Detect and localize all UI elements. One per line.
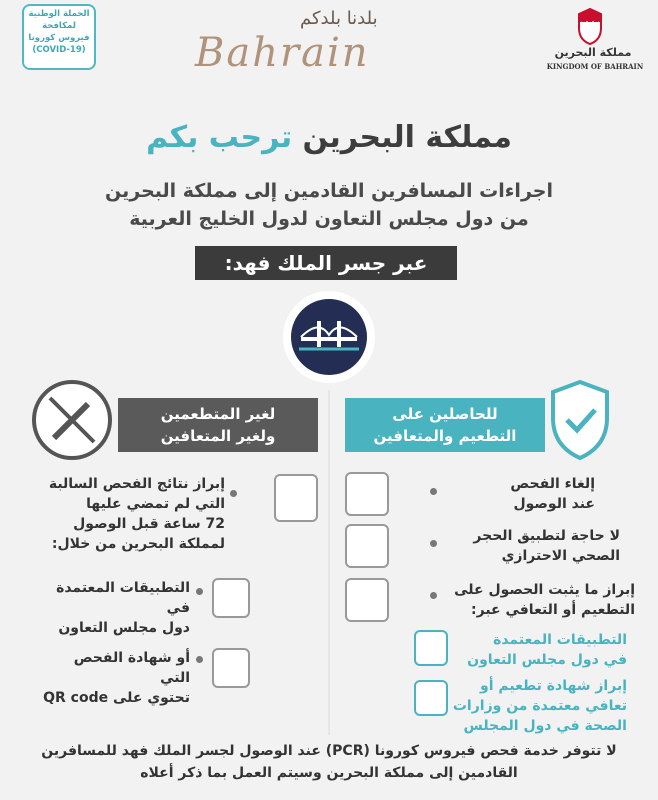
covid-campaign-badge xyxy=(22,4,96,70)
item-line: دول مجلس التعاون xyxy=(58,620,190,636)
item-line: التطعيم أو التعافي عبر: xyxy=(471,602,635,618)
vaccinated-teal-item xyxy=(452,676,627,736)
item-line: إلغاء الفحص xyxy=(510,476,595,492)
bullet-dot xyxy=(230,490,237,497)
subtitle-line2: من دول مجلس التعاون لدول الخليج العربية xyxy=(129,208,529,230)
certificate-icon xyxy=(414,680,448,716)
id-card-icon xyxy=(345,578,389,622)
bullet-dot xyxy=(196,588,203,595)
no-vaccine-icon xyxy=(30,378,114,462)
slogan: بلدنا بلدكم xyxy=(300,8,378,29)
bahrain-crest-icon xyxy=(575,6,605,46)
unvaccinated-item xyxy=(40,578,190,638)
item-line: تحتوي على QR code xyxy=(43,690,190,706)
vaccinated-item xyxy=(445,526,620,566)
test-report-icon xyxy=(274,474,318,522)
item-line: التي لم تمضي عليها xyxy=(86,496,225,512)
vaccinated-item xyxy=(445,474,595,514)
no-quarantine-icon xyxy=(345,524,389,568)
title-part2: ترحب بكم xyxy=(146,120,293,155)
cancel-test-icon xyxy=(345,472,389,516)
item-line: في دول مجلس التعاون xyxy=(467,652,627,668)
route-banner: عبر جسر الملك فهد: xyxy=(195,246,457,280)
bullet-dot xyxy=(430,540,437,547)
item-line: لا حاجة لتطبيق الحجر xyxy=(473,528,620,544)
subtitle-line1: اجراءات المسافرين القادمين إلى مملكة البحرين xyxy=(105,180,553,202)
bridge-icon xyxy=(299,315,359,355)
vaccinated-header-line: للحاصلين على xyxy=(392,405,498,423)
footer-note xyxy=(0,740,658,784)
item-line: إبراز نتائج الفحص السالبة xyxy=(48,476,225,492)
item-line: إبراز شهادة تطعيم أو xyxy=(480,678,627,694)
item-line: التطبيقات المعتمدة في xyxy=(56,580,190,616)
badge-line: الحملة الوطنية xyxy=(28,9,90,19)
vaccinated-teal-item xyxy=(452,630,627,670)
qr-certificate-icon xyxy=(212,648,250,688)
kingdom-name-en: KINGDOM OF BAHRAIN xyxy=(546,62,644,71)
item-line: التطبيقات المعتمدة xyxy=(493,632,627,648)
item-line: إبراز ما يثبت الحصول على xyxy=(454,582,635,598)
badge-line: (COVID-19) xyxy=(32,45,86,55)
footer-line: القادمين إلى مملكة البحرين وسيتم العمل بما ذكر أعلاه xyxy=(140,765,518,781)
page-title xyxy=(0,120,658,155)
unvaccinated-item xyxy=(40,648,190,708)
badge-line: لمكافحة xyxy=(42,21,76,31)
footer-line: لا تتوفر خدمة فحص فيروس كورونا (PCR) عند الوصول لجسر الملك فهد للمسافرين xyxy=(41,743,617,759)
phone-app-icon xyxy=(212,578,250,618)
item-line: الصحي الاحترازي xyxy=(501,548,620,564)
vaccinated-header-line: التطعيم والمتعافين xyxy=(373,427,517,445)
vaccinated-item xyxy=(445,580,635,620)
item-line: تعافي معتمدة من وزارات xyxy=(452,698,627,714)
bullet-dot xyxy=(430,592,437,599)
vaccinated-header xyxy=(345,398,545,452)
item-line: عند الوصول xyxy=(513,496,595,512)
unvaccinated-item xyxy=(40,474,225,554)
shield-check-icon xyxy=(545,378,615,462)
unvaccinated-header-line: ولغير المتعافين xyxy=(160,427,276,445)
bullet-dot xyxy=(430,488,437,495)
bullet-dot xyxy=(196,656,203,663)
kingdom-name-ar: مملكة البحرين xyxy=(554,46,632,59)
badge-line: فيروس كورونا xyxy=(28,33,90,43)
unvaccinated-header-line: لغير المتطعمين xyxy=(160,405,276,423)
unvaccinated-header xyxy=(118,398,318,452)
bahrain-logo: Bahrain xyxy=(195,30,370,76)
item-line: لمملكة البحرين من خلال: xyxy=(51,536,225,552)
title-part1: مملكة البحرين xyxy=(302,120,512,155)
item-line: 72 ساعة قبل الوصول xyxy=(73,516,225,532)
center-divider xyxy=(328,390,330,735)
item-line: الصحة في دول المجلس xyxy=(463,718,627,734)
item-line: أو شهادة الفحص التي xyxy=(73,650,190,686)
approved-app-icon xyxy=(414,630,448,666)
